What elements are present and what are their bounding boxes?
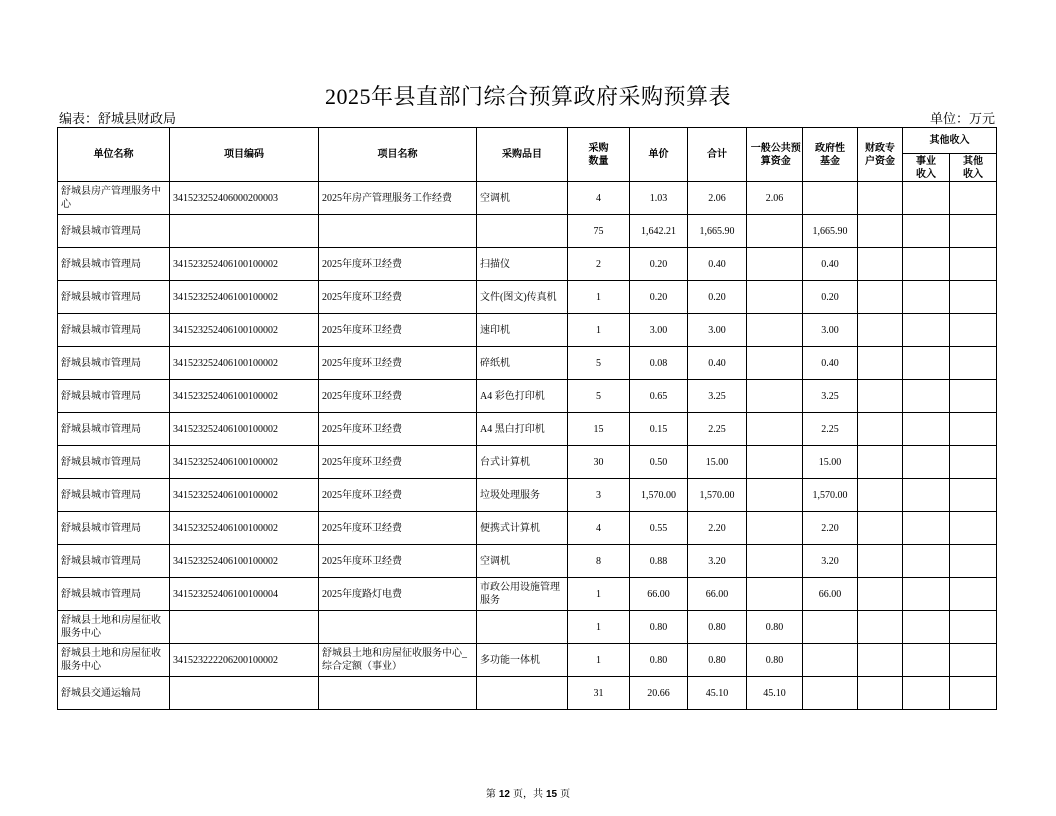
business-income-cell xyxy=(903,281,950,314)
total-cell: 2.25 xyxy=(688,413,747,446)
header-other-income-group: 其他收入 xyxy=(903,128,997,154)
other-income-cell xyxy=(950,281,997,314)
total-cell: 3.00 xyxy=(688,314,747,347)
gov-fund-cell: 2.20 xyxy=(803,512,858,545)
table-row xyxy=(58,512,997,545)
unit-name-cell: 舒城县土地和房屋征收服务中心 xyxy=(58,611,170,644)
business-income-cell xyxy=(903,677,950,710)
header-business-income xyxy=(903,154,950,182)
project-code-cell xyxy=(170,215,319,248)
quantity-cell: 1 xyxy=(568,644,630,677)
procurement-item-cell: 碎纸机 xyxy=(477,347,568,380)
business-income-cell xyxy=(903,644,950,677)
gov-fund-cell xyxy=(803,644,858,677)
special-account-cell xyxy=(858,182,903,215)
table-row xyxy=(58,248,997,281)
header-gov-fund-label: 政府性基金 xyxy=(815,142,845,167)
table-row xyxy=(58,281,997,314)
procurement-item-cell xyxy=(477,677,568,710)
total-cell: 0.40 xyxy=(688,347,747,380)
header-special-account: 财政专户资金 xyxy=(858,128,903,182)
unit-name-cell: 舒城县城市管理局 xyxy=(58,347,170,380)
header-quantity-label: 采购数量 xyxy=(588,142,609,167)
special-account-cell xyxy=(858,215,903,248)
project-code-cell: 341523252406100100002 xyxy=(170,248,319,281)
business-income-cell xyxy=(903,611,950,644)
quantity-cell: 1 xyxy=(568,314,630,347)
header-general-budget xyxy=(747,128,803,182)
gov-fund-cell: 3.00 xyxy=(803,314,858,347)
quantity-cell: 4 xyxy=(568,182,630,215)
table-row xyxy=(58,347,997,380)
table-row xyxy=(58,479,997,512)
table-row xyxy=(58,446,997,479)
quantity-cell: 2 xyxy=(568,248,630,281)
other-income-cell xyxy=(950,545,997,578)
business-income-cell xyxy=(903,545,950,578)
unit-price-cell: 0.80 xyxy=(630,644,688,677)
project-code-cell: 341523252406100100002 xyxy=(170,512,319,545)
gov-fund-cell: 0.40 xyxy=(803,347,858,380)
header-gov-fund xyxy=(803,128,858,182)
footer-suffix: 页 xyxy=(560,789,571,800)
gov-fund-cell: 15.00 xyxy=(803,446,858,479)
project-name-cell: 舒城县土地和房屋征收服务中心_综合定额（事业） xyxy=(319,644,477,677)
general-budget-cell xyxy=(747,347,803,380)
unit-price-cell: 1,642.21 xyxy=(630,215,688,248)
footer-page-number: 12 xyxy=(498,789,510,800)
total-cell: 3.20 xyxy=(688,545,747,578)
procurement-item-cell: 台式计算机 xyxy=(477,446,568,479)
business-income-cell xyxy=(903,380,950,413)
budget-table xyxy=(57,127,997,710)
special-account-cell xyxy=(858,578,903,611)
total-cell: 0.80 xyxy=(688,611,747,644)
gov-fund-cell: 3.25 xyxy=(803,380,858,413)
unit-name-cell: 舒城县城市管理局 xyxy=(58,545,170,578)
general-budget-cell: 45.10 xyxy=(747,677,803,710)
quantity-cell: 75 xyxy=(568,215,630,248)
business-income-cell xyxy=(903,413,950,446)
procurement-item-cell xyxy=(477,611,568,644)
table-row xyxy=(58,644,997,677)
project-name-cell: 2025年度环卫经费 xyxy=(319,248,477,281)
unit-price-cell: 0.55 xyxy=(630,512,688,545)
other-income-cell xyxy=(950,380,997,413)
header-other-income-label: 其他收入 xyxy=(963,155,983,180)
procurement-item-cell: 多功能一体机 xyxy=(477,644,568,677)
unit-name-cell: 舒城县城市管理局 xyxy=(58,512,170,545)
quantity-cell: 15 xyxy=(568,413,630,446)
procurement-item-cell xyxy=(477,215,568,248)
table-row xyxy=(58,611,997,644)
unit-price-cell: 0.65 xyxy=(630,380,688,413)
other-income-cell xyxy=(950,644,997,677)
project-name-cell: 2025年房产管理服务工作经费 xyxy=(319,182,477,215)
quantity-cell: 1 xyxy=(568,611,630,644)
quantity-cell: 30 xyxy=(568,446,630,479)
general-budget-cell: 0.80 xyxy=(747,644,803,677)
unit-name-cell: 舒城县城市管理局 xyxy=(58,446,170,479)
quantity-cell: 1 xyxy=(568,578,630,611)
business-income-cell xyxy=(903,314,950,347)
total-cell: 0.20 xyxy=(688,281,747,314)
total-cell: 0.40 xyxy=(688,248,747,281)
quantity-cell: 5 xyxy=(568,380,630,413)
project-code-cell: 341523252406100100002 xyxy=(170,545,319,578)
procurement-item-cell: 便携式计算机 xyxy=(477,512,568,545)
special-account-cell xyxy=(858,677,903,710)
general-budget-cell xyxy=(747,248,803,281)
procurement-item-cell: 空调机 xyxy=(477,545,568,578)
general-budget-cell xyxy=(747,578,803,611)
other-income-cell xyxy=(950,611,997,644)
special-account-cell xyxy=(858,644,903,677)
unit-price-cell: 1,570.00 xyxy=(630,479,688,512)
project-name-cell: 2025年度环卫经费 xyxy=(319,446,477,479)
unit-name-cell: 舒城县交通运输局 xyxy=(58,677,170,710)
total-cell: 45.10 xyxy=(688,677,747,710)
quantity-cell: 3 xyxy=(568,479,630,512)
gov-fund-cell: 1,665.90 xyxy=(803,215,858,248)
procurement-item-cell: 垃圾处理服务 xyxy=(477,479,568,512)
other-income-cell xyxy=(950,182,997,215)
business-income-cell xyxy=(903,479,950,512)
business-income-cell xyxy=(903,248,950,281)
unit-price-cell: 0.08 xyxy=(630,347,688,380)
special-account-cell xyxy=(858,413,903,446)
gov-fund-cell: 3.20 xyxy=(803,545,858,578)
other-income-cell xyxy=(950,479,997,512)
special-account-cell xyxy=(858,248,903,281)
table-row xyxy=(58,182,997,215)
header-business-income-label: 事业收入 xyxy=(916,155,936,180)
unit-price-cell: 0.20 xyxy=(630,281,688,314)
header-unit-price: 单价 xyxy=(630,128,688,182)
unit-price-cell: 3.00 xyxy=(630,314,688,347)
project-name-cell xyxy=(319,215,477,248)
other-income-cell xyxy=(950,677,997,710)
gov-fund-cell: 1,570.00 xyxy=(803,479,858,512)
table-row xyxy=(58,413,997,446)
unit-name-cell: 舒城县城市管理局 xyxy=(58,314,170,347)
general-budget-cell: 2.06 xyxy=(747,182,803,215)
other-income-cell xyxy=(950,446,997,479)
table-body xyxy=(58,182,997,710)
quantity-cell: 4 xyxy=(568,512,630,545)
general-budget-cell xyxy=(747,413,803,446)
project-name-cell: 2025年度环卫经费 xyxy=(319,512,477,545)
special-account-cell xyxy=(858,380,903,413)
table-row xyxy=(58,545,997,578)
unit-price-cell: 0.50 xyxy=(630,446,688,479)
table-row xyxy=(58,215,997,248)
footer-prefix: 第 xyxy=(485,789,496,800)
unit-price-cell: 1.03 xyxy=(630,182,688,215)
project-name-cell: 2025年度环卫经费 xyxy=(319,413,477,446)
unit-name-cell: 舒城县城市管理局 xyxy=(58,281,170,314)
project-name-cell: 2025年度环卫经费 xyxy=(319,545,477,578)
gov-fund-cell xyxy=(803,677,858,710)
special-account-cell xyxy=(858,545,903,578)
other-income-cell xyxy=(950,512,997,545)
total-cell: 66.00 xyxy=(688,578,747,611)
header-project-code: 项目编码 xyxy=(170,128,319,182)
project-code-cell: 341523252406100100002 xyxy=(170,347,319,380)
total-cell: 1,665.90 xyxy=(688,215,747,248)
project-name-cell: 2025年度环卫经费 xyxy=(319,281,477,314)
page-title: 2025年县直部门综合预算政府采购预算表 xyxy=(324,84,731,109)
header-total: 合计 xyxy=(688,128,747,182)
special-account-cell xyxy=(858,512,903,545)
procurement-item-cell: 速印机 xyxy=(477,314,568,347)
project-code-cell xyxy=(170,677,319,710)
page-footer xyxy=(0,788,1056,802)
header-procurement-item: 采购品目 xyxy=(477,128,568,182)
other-income-cell xyxy=(950,314,997,347)
gov-fund-cell: 66.00 xyxy=(803,578,858,611)
procurement-item-cell: 文件(图文)传真机 xyxy=(477,281,568,314)
unit-name-cell: 舒城县城市管理局 xyxy=(58,215,170,248)
general-budget-cell xyxy=(747,446,803,479)
general-budget-cell xyxy=(747,314,803,347)
procurement-item-cell: A4 黑白打印机 xyxy=(477,413,568,446)
header-row xyxy=(58,128,997,154)
general-budget-cell: 0.80 xyxy=(747,611,803,644)
special-account-cell xyxy=(858,479,903,512)
general-budget-cell xyxy=(747,215,803,248)
total-cell: 2.20 xyxy=(688,512,747,545)
total-cell: 15.00 xyxy=(688,446,747,479)
quantity-cell: 31 xyxy=(568,677,630,710)
project-name-cell: 2025年度路灯电费 xyxy=(319,578,477,611)
unit-name-cell: 舒城县城市管理局 xyxy=(58,380,170,413)
quantity-cell: 8 xyxy=(568,545,630,578)
project-name-cell: 2025年度环卫经费 xyxy=(319,380,477,413)
procurement-item-cell: 市政公用设施管理服务 xyxy=(477,578,568,611)
special-account-cell xyxy=(858,347,903,380)
table-header xyxy=(58,128,997,182)
project-code-cell: 341523222206200100002 xyxy=(170,644,319,677)
project-name-cell: 2025年度环卫经费 xyxy=(319,479,477,512)
other-income-cell xyxy=(950,248,997,281)
unit-name-cell: 舒城县城市管理局 xyxy=(58,578,170,611)
table-row xyxy=(58,380,997,413)
quantity-cell: 1 xyxy=(568,281,630,314)
project-code-cell: 341523252406000200003 xyxy=(170,182,319,215)
unit-price-cell: 0.15 xyxy=(630,413,688,446)
header-other-income xyxy=(950,154,997,182)
project-code-cell: 341523252406100100002 xyxy=(170,446,319,479)
unit-name-cell: 舒城县城市管理局 xyxy=(58,479,170,512)
table-row xyxy=(58,578,997,611)
procurement-item-cell: 扫描仪 xyxy=(477,248,568,281)
project-code-cell: 341523252406100100002 xyxy=(170,479,319,512)
gov-fund-cell: 0.40 xyxy=(803,248,858,281)
total-cell: 1,570.00 xyxy=(688,479,747,512)
unit-price-cell: 0.88 xyxy=(630,545,688,578)
special-account-cell xyxy=(858,611,903,644)
project-code-cell xyxy=(170,611,319,644)
header-unit-name: 单位名称 xyxy=(58,128,170,182)
general-budget-cell xyxy=(747,545,803,578)
business-income-cell xyxy=(903,182,950,215)
unit-name-cell: 舒城县城市管理局 xyxy=(58,248,170,281)
header-project-name: 项目名称 xyxy=(319,128,477,182)
project-name-cell: 2025年度环卫经费 xyxy=(319,347,477,380)
footer-middle: 页，共 xyxy=(513,789,543,800)
total-cell: 0.80 xyxy=(688,644,747,677)
compiler-label: 编表：舒城县财政局 xyxy=(59,111,177,126)
business-income-cell xyxy=(903,215,950,248)
total-cell: 2.06 xyxy=(688,182,747,215)
unit-price-cell: 0.80 xyxy=(630,611,688,644)
project-name-cell xyxy=(319,611,477,644)
unit-name-cell: 舒城县土地和房屋征收服务中心 xyxy=(58,644,170,677)
unit-name-cell: 舒城县城市管理局 xyxy=(58,413,170,446)
special-account-cell xyxy=(858,314,903,347)
special-account-cell xyxy=(858,281,903,314)
general-budget-cell xyxy=(747,512,803,545)
header-general-budget-label: 一般公共预算资金 xyxy=(750,142,801,167)
footer-total-pages: 15 xyxy=(546,789,558,800)
header-quantity xyxy=(568,128,630,182)
business-income-cell xyxy=(903,446,950,479)
gov-fund-cell: 2.25 xyxy=(803,413,858,446)
quantity-cell: 5 xyxy=(568,347,630,380)
unit-name-cell: 舒城县房产管理服务中心 xyxy=(58,182,170,215)
unit-price-cell: 66.00 xyxy=(630,578,688,611)
project-code-cell: 341523252406100100004 xyxy=(170,578,319,611)
other-income-cell xyxy=(950,578,997,611)
project-code-cell: 341523252406100100002 xyxy=(170,413,319,446)
unit-price-cell: 0.20 xyxy=(630,248,688,281)
project-code-cell: 341523252406100100002 xyxy=(170,314,319,347)
business-income-cell xyxy=(903,512,950,545)
table-row xyxy=(58,314,997,347)
project-name-cell xyxy=(319,677,477,710)
general-budget-cell xyxy=(747,380,803,413)
special-account-cell xyxy=(858,446,903,479)
procurement-item-cell: A4 彩色打印机 xyxy=(477,380,568,413)
project-code-cell: 341523252406100100002 xyxy=(170,380,319,413)
gov-fund-cell: 0.20 xyxy=(803,281,858,314)
table-row xyxy=(58,677,997,710)
unit-label: 单位：万元 xyxy=(929,111,995,126)
gov-fund-cell xyxy=(803,611,858,644)
other-income-cell xyxy=(950,215,997,248)
general-budget-cell xyxy=(747,479,803,512)
other-income-cell xyxy=(950,413,997,446)
business-income-cell xyxy=(903,347,950,380)
procurement-item-cell: 空调机 xyxy=(477,182,568,215)
general-budget-cell xyxy=(747,281,803,314)
business-income-cell xyxy=(903,578,950,611)
project-name-cell: 2025年度环卫经费 xyxy=(319,314,477,347)
total-cell: 3.25 xyxy=(688,380,747,413)
unit-price-cell: 20.66 xyxy=(630,677,688,710)
gov-fund-cell xyxy=(803,182,858,215)
project-code-cell: 341523252406100100002 xyxy=(170,281,319,314)
other-income-cell xyxy=(950,347,997,380)
